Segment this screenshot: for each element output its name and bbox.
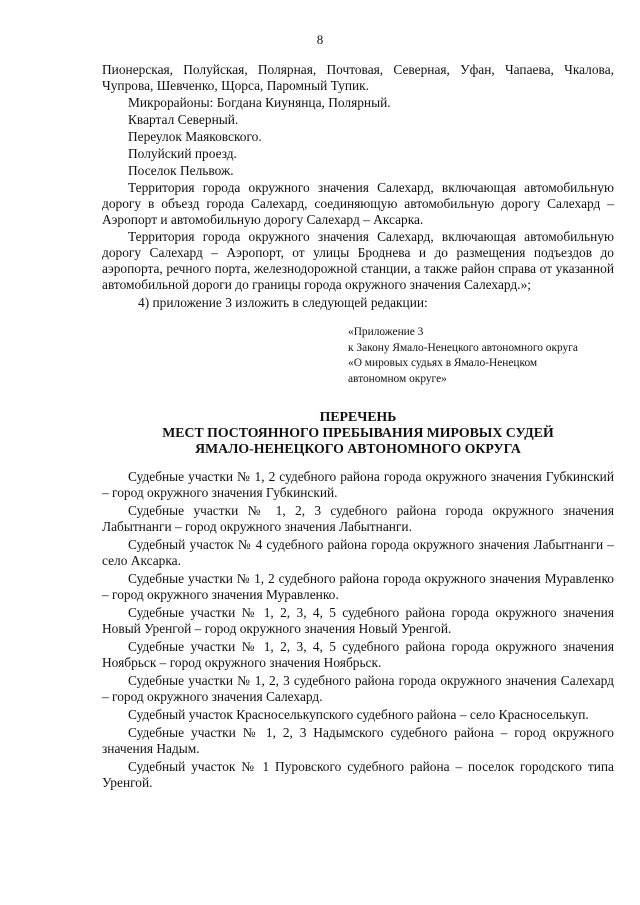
list-item: Судебные участки № 1, 2, 3 судебного района города окружного значения Салехард – город окружного значения Салехард.	[102, 673, 614, 704]
list-item: Судебный участок № 1 Пуровского судебного района – поселок городского типа Уренгой.	[102, 759, 614, 790]
list-item: Судебные участки № 1, 2 судебного района города окружного значения Губкинский – город окружного значения Губкинский.	[102, 469, 614, 500]
passage-paragraph: Полуйский проезд.	[128, 146, 237, 161]
annex-header	[348, 325, 614, 387]
list-item: Судебные участки № 1, 2, 3 Надымского судебного района – город окружного значения Надым.	[102, 725, 614, 756]
court-sites-list	[102, 469, 614, 791]
title-line: ПЕРЕЧЕНЬ	[319, 409, 397, 424]
title-line: ЯМАЛО-НЕНЕЦКОГО АВТОНОМНОГО ОКРУГА	[195, 441, 521, 456]
annex-line: «О мировых судьях в Ямало-Ненецком	[348, 357, 538, 369]
annex-line: автономном округе»	[348, 372, 447, 385]
annex-line: к Закону Ямало-Ненецкого автономного округа	[348, 341, 578, 354]
quarter-paragraph: Квартал Северный.	[128, 112, 239, 127]
list-item: Судебные участки № 1, 2, 3, 4, 5 судебного района города окружного значения Ноябрьск – город окружного значения Ноябрьск.	[102, 639, 614, 670]
document-title	[102, 409, 614, 457]
territory-paragraph-1: Территория города окружного значения Салехард, включающая автомобильную дорогу в объезд города Салехард, соединяющую автомобильную дорогу Салехард – Аэропорт и автомобильную дорогу Салехард – Аксарка.	[102, 180, 614, 227]
list-item: Судебный участок Красноселькупского судебного района – село Красноселькуп.	[128, 707, 589, 722]
page-number: 8	[316, 32, 324, 47]
amendment-item: 4) приложение 3 изложить в следующей редакции:	[138, 295, 428, 310]
microdistricts-paragraph: Микрорайоны: Богдана Киунянца, Полярный.	[128, 95, 391, 110]
list-item: Судебные участки № 1, 2, 3, 4, 5 судебного района города окружного значения Новый Уренгой – город окружного значения Новый Уренгой.	[102, 605, 614, 636]
document-body	[102, 62, 614, 793]
streets-paragraph: Пионерская, Полуйская, Полярная, Почтовая, Северная, Уфан, Чапаева, Чкалова, Чупрова, Шевченко, Щорса, Паромный Тупик.	[102, 62, 614, 93]
settlement-paragraph: Поселок Пельвож.	[128, 163, 234, 178]
list-item: Судебные участки № 1, 2, 3 судебного района города окружного значения Лабытнанги – город окружного значения Лабытнанги.	[102, 503, 614, 534]
territory-paragraph-2: Территория города окружного значения Салехард, включающая автомобильную дорогу Салехард – Аэропорт, от улицы Броднева и до размещения подъездов до аэропорта, речного порта, железнодорожной станции, а также район справа от указанной автомобильной дороги до границы города окружного значения Салехард.»;	[102, 229, 614, 292]
annex-line: «Приложение 3	[348, 326, 424, 338]
list-item: Судебный участок № 4 судебного района города окружного значения Лабытнанги – село Аксарка.	[102, 537, 614, 568]
title-line: МЕСТ ПОСТОЯННОГО ПРЕБЫВАНИЯ МИРОВЫХ СУДЕЙ	[162, 425, 554, 440]
lane-paragraph: Переулок Маяковского.	[128, 129, 262, 144]
list-item: Судебные участки № 1, 2 судебного района города окружного значения Муравленко – город окружного значения Муравленко.	[102, 571, 614, 602]
